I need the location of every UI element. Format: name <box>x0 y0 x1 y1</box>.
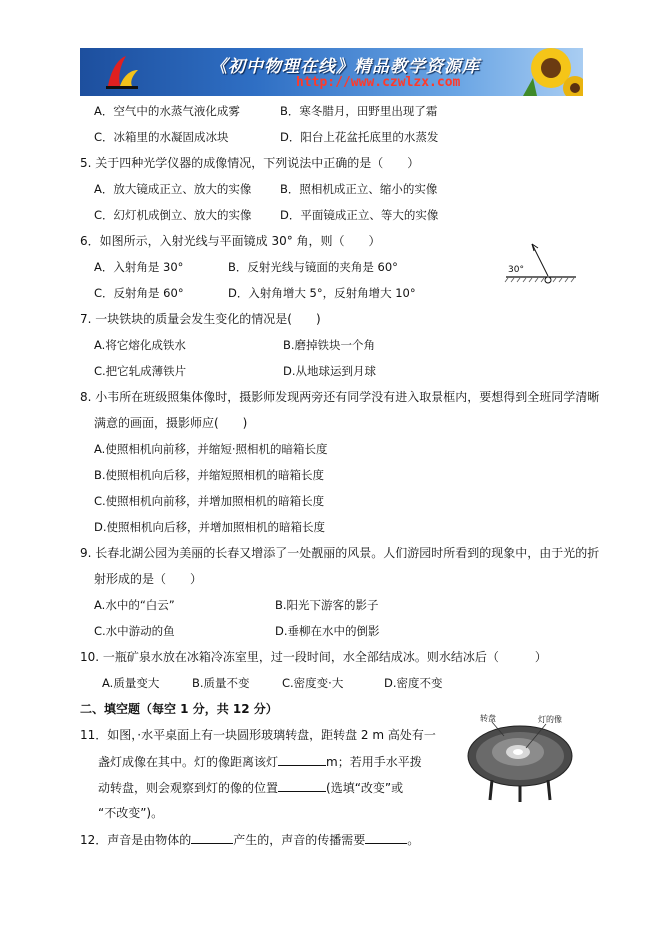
q8-option-b: B.使照相机向后移，并缩短照相机的暗箱长度 <box>94 468 325 482</box>
q6-option-d: D．入射角增大 5°，反射角增大 10° <box>228 286 416 300</box>
q9-option-b: B.阳光下游客的影子 <box>275 598 379 612</box>
q11-line4: “不改变”)。 <box>98 806 164 820</box>
turntable-label: 转盘 <box>480 714 496 723</box>
banner-title: 《初中物理在线》精品教学资源库 <box>210 57 480 77</box>
q5-option-c: C．幻灯机成倒立、放大的实像 <box>94 208 252 222</box>
q10-option-d: D.密度不变 <box>384 676 443 690</box>
q7-option-c: C.把它轧成薄铁片 <box>94 364 187 378</box>
q9-option-c: C.水中游动的鱼 <box>94 624 175 638</box>
q10-stem: 10. 一瓶矿泉水放在冰箱冷冻室里，过一段时间，水全部结成冰。则水结冰后（ ） <box>80 650 547 664</box>
q6-option-a: A．入射角是 30° <box>94 260 184 274</box>
q9-stem-line2: 射形成的是（ ） <box>94 572 203 586</box>
q5-option-b: B．照相机成正立、缩小的实像 <box>280 182 438 196</box>
q8-option-a: A.使照相机向前移，并缩短·照相机的暗箱长度 <box>94 442 328 456</box>
q9-stem-line1: 9. 长春北湖公园为美丽的长春又增添了一处靓丽的风景。人们游园时所看到的现象中，由于光的折 <box>80 546 600 560</box>
q8-stem-line2: 满意的画面，摄影师应( ) <box>94 416 248 430</box>
q10-option-c: C.密度变·大 <box>282 676 344 690</box>
q5-option-d: D．平面镜成正立、等大的实像 <box>280 208 439 222</box>
q6-option-b: B．反射光线与镜面的夹角是 60° <box>228 260 398 274</box>
q9-option-d: D.垂柳在水中的倒影 <box>275 624 380 638</box>
q12-line <box>80 831 419 848</box>
q5-option-a: A．放大镜成正立、放大的实像 <box>94 182 252 196</box>
banner-url[interactable]: http://www.czwlzx.com <box>296 75 461 90</box>
header-banner <box>80 48 583 96</box>
logo-icon <box>102 52 142 92</box>
q9-option-a: A.水中的“白云” <box>94 598 175 612</box>
q7-option-b: B.磨掉铁块一个角 <box>283 338 376 352</box>
lamp-image-label: 灯的像 <box>538 715 562 724</box>
q11-line3-text-a: 动转盘，则会观察到灯的像的位置 <box>98 781 279 795</box>
q8-option-c: C.使照相机向前移，并增加照相机的暗箱长度 <box>94 494 325 508</box>
q11-line2 <box>98 753 422 770</box>
q8-stem-line1: 8. 小韦所在班级照集体像时，摄影师发现两旁还有同学没有进入取景框内，要想得到全班同学清晰 <box>80 390 600 404</box>
q12-text-b: 产生的，声音的传播需要 <box>233 833 366 847</box>
q7-option-d: D.从地球运到月球 <box>283 364 377 378</box>
q7-stem: 7. 一块铁块的质量会发生变化的情况是( ) <box>80 312 321 326</box>
q10-option-a: A.质量变大 <box>102 676 160 690</box>
q12-blank-2[interactable] <box>365 831 407 844</box>
mirror-figure <box>502 240 580 288</box>
q4-option-c: C．冰箱里的水凝固成冰块 <box>94 130 229 144</box>
q8-option-d: D.使照相机向后移，并增加照相机的暗箱长度 <box>94 520 326 534</box>
section-heading: 二、填空题（每空 1 分，共 12 分） <box>80 702 278 716</box>
q6-option-c: C．反射角是 60° <box>94 286 184 300</box>
q5-stem: 5. 关于四种光学仪器的成像情况，下列说法中正确的是（ ） <box>80 156 420 170</box>
q4-option-d: D．阳台上花盆托底里的水蒸发 <box>280 130 439 144</box>
q11-line1: 11．如图，·水平桌面上有一块圆形玻璃转盘，距转盘 2 m 高处有一 <box>80 728 436 742</box>
q12-text-c: 。 <box>407 833 420 847</box>
q11-line3 <box>98 779 403 796</box>
q12-text-a: 12．声音是由物体的 <box>80 833 192 847</box>
sunflower-icon <box>513 48 583 96</box>
q12-blank-1[interactable] <box>191 831 233 844</box>
q7-option-a: A.将它熔化成铁水 <box>94 338 186 352</box>
q10-option-b: B.质量不变 <box>192 676 250 690</box>
q6-stem: 6．如图所示，入射光线与平面镜成 30° 角，则（ ） <box>80 234 381 248</box>
turntable-figure <box>462 712 582 804</box>
q11-line2-text-a: 盏灯成像在其中。灯的像距离该灯 <box>98 755 279 769</box>
q4-option-a: A．空气中的水蒸气液化成雾 <box>94 104 240 118</box>
q4-option-b: B．寒冬腊月，田野里出现了霜 <box>280 104 438 118</box>
q11-blank-2[interactable] <box>278 779 326 792</box>
angle-label: 30° <box>508 265 524 275</box>
q11-line3-text-b: (选填“改变”或 <box>326 781 404 795</box>
q11-line2-text-b: m；若用手水平拨 <box>326 755 422 769</box>
q11-blank-1[interactable] <box>278 753 326 766</box>
